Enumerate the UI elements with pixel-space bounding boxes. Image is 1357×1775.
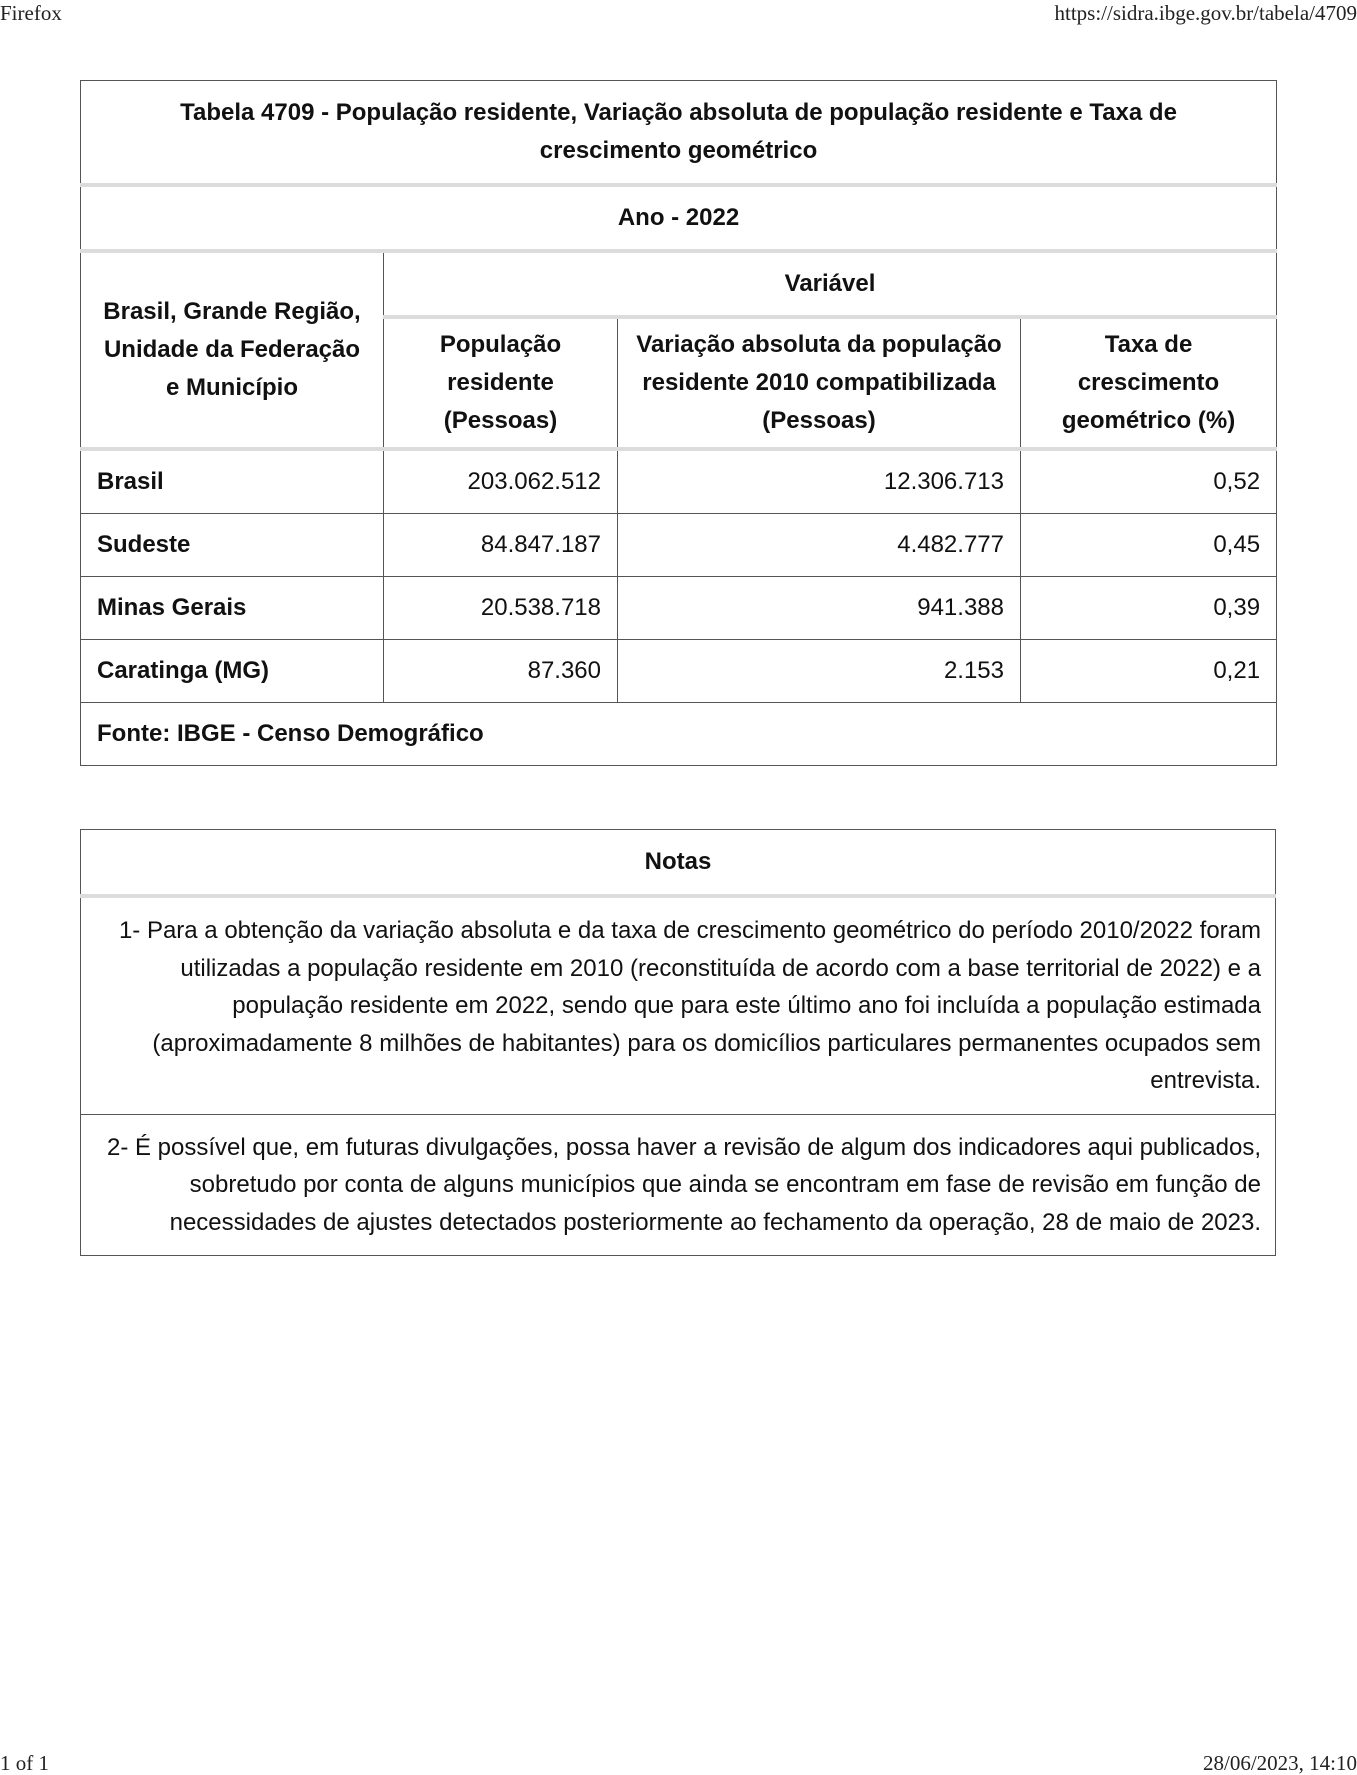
note-text: 1- Para a obtenção da variação absoluta e da taxa de crescimento geométrico do período 2010/2022 foram utilizadas a população residente em 2010 (reconstituída de acordo com a base territorial de 2022) e a população residente em 2022, sendo que para este último ano foi incluída a população estimada (aproximadamente 8 milhões de habitantes) para os domicílios particulares permanentes ocupados sem entrevista. <box>118 917 1261 1094</box>
browser-name: Firefox <box>0 1 62 25</box>
cell-taxa: 0,52 <box>1021 449 1277 514</box>
note-text: 2- É possível que, em futuras divulgações, possa haver a revisão de algum dos indicadores aqui publicados, sobretudo por conta de alguns municípios que ainda se encontram em fase de revisão em função de necessidades de ajustes detectados posteriormente ao fechamento da operação, 28 de maio de 2023. <box>106 1133 1261 1236</box>
data-table <box>80 80 1277 766</box>
row-label: Caratinga (MG) <box>81 640 384 703</box>
note-item <box>81 896 1276 1114</box>
cell-taxa: 0,45 <box>1021 514 1277 577</box>
variable-group-header: Variável <box>384 251 1277 317</box>
cell-variacao: 4.482.777 <box>618 514 1021 577</box>
cell-populacao: 203.062.512 <box>384 449 618 514</box>
page-url: https://sidra.ibge.gov.br/tabela/4709 <box>1054 1 1357 25</box>
row-label: Brasil <box>81 449 384 514</box>
column-header-taxa: Taxa de crescimento geométrico (%) <box>1021 317 1277 449</box>
row-label: Sudeste <box>81 514 384 577</box>
table-row <box>81 577 1277 640</box>
notes-table <box>80 829 1276 1256</box>
notes-title: Notas <box>81 830 1276 897</box>
table-row <box>81 640 1277 703</box>
source-note: Fonte: IBGE - Censo Demográfico <box>81 703 1277 766</box>
cell-populacao: 20.538.718 <box>384 577 618 640</box>
cell-variacao: 12.306.713 <box>618 449 1021 514</box>
table-title: Tabela 4709 - População residente, Variação absoluta de população residente e Taxa de crescimento geométrico <box>81 81 1277 186</box>
column-header-populacao: População residente (Pessoas) <box>384 317 618 449</box>
note-item <box>81 1114 1276 1256</box>
cell-variacao: 941.388 <box>618 577 1021 640</box>
cell-variacao: 2.153 <box>618 640 1021 703</box>
print-timestamp: 28/06/2023, 14:10 <box>1202 1751 1357 1775</box>
table-row <box>81 449 1277 514</box>
cell-populacao: 87.360 <box>384 640 618 703</box>
cell-populacao: 84.847.187 <box>384 514 618 577</box>
year-label: Ano - 2022 <box>81 185 1277 251</box>
page-count: 1 of 1 <box>0 1751 49 1775</box>
column-header-variacao: Variação absoluta da população residente 2010 compatibilizada (Pessoas) <box>618 317 1021 449</box>
row-header: Brasil, Grande Região, Unidade da Federação e Município <box>81 251 384 449</box>
cell-taxa: 0,39 <box>1021 577 1277 640</box>
table-row <box>81 514 1277 577</box>
row-label: Minas Gerais <box>81 577 384 640</box>
cell-taxa: 0,21 <box>1021 640 1277 703</box>
